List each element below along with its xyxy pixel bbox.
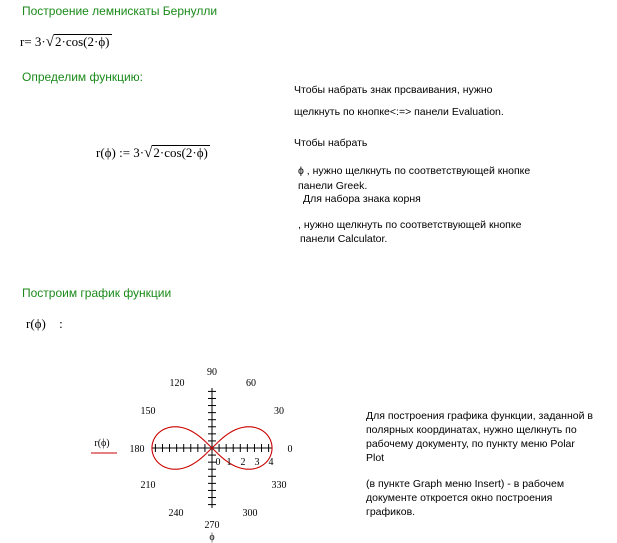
radial-tick-label-1: 1: [226, 457, 232, 468]
definition-radicand: 2·cos(2·ϕ): [153, 145, 208, 160]
angle-label-180: 180: [129, 444, 145, 455]
assign-operator: :=: [119, 145, 131, 160]
section-plot-function: Построим график функции: [22, 286, 172, 300]
angle-label-30: 30: [274, 406, 284, 417]
angle-label-150: 150: [140, 406, 156, 417]
note-assign-1: Чтобы набрать знак прсваивания, нужно: [294, 84, 493, 96]
angle-label-270: 270: [204, 520, 220, 531]
angle-label-120: 120: [169, 378, 185, 389]
legend-label: r(ϕ): [94, 438, 110, 449]
angle-label-330: 330: [271, 480, 287, 491]
note-root-2: , нужно щелкнуть по соответствующей кнопке: [298, 219, 522, 231]
angle-label-90: 90: [207, 367, 217, 378]
note-polar-5: (в пункте Graph меню Insert) - в рабочем: [366, 478, 565, 490]
radical-sign-icon: √: [144, 145, 153, 161]
note-polar-2: полярных координатах, нужно щелкнуть по: [366, 424, 577, 436]
evaluate-lhs: r(ϕ): [26, 316, 46, 331]
note-greek-1: Чтобы набрать: [294, 137, 368, 149]
section-title: Построение лемнискаты Бернулли: [22, 4, 218, 18]
formula-lhs: r=: [20, 34, 32, 49]
angle-label-210: 210: [140, 480, 156, 491]
angle-axis-label: ϕ: [209, 532, 215, 543]
evaluate-operator: :: [59, 316, 63, 331]
note-root-1: Для набора знака корня: [303, 193, 421, 205]
formula-coefficient: 3·: [34, 34, 46, 49]
radical-sign-icon: √: [45, 34, 54, 50]
note-polar-1: Для построения графика функции, заданной в: [366, 410, 593, 422]
radial-tick-label-3: 3: [254, 457, 260, 468]
radial-tick-label-0: 0: [215, 457, 221, 468]
radial-tick-label-2: 2: [240, 457, 246, 468]
note-greek-2: ϕ , нужно щелкнуть по соответствующей кнопке: [298, 165, 531, 177]
definition-lhs: r(ϕ): [96, 145, 116, 160]
radial-tick-label-4: 4: [268, 457, 274, 468]
section-define-function: Определим функцию:: [22, 70, 144, 84]
definition-coefficient: 3·: [133, 145, 145, 160]
angle-label-240: 240: [168, 508, 184, 519]
note-assign-2: щелкнуть по кнопке<:=> панели Evaluation.: [294, 106, 504, 118]
angle-label-60: 60: [246, 378, 256, 389]
formula-radicand: 2·cos(2·ϕ): [55, 34, 110, 49]
angle-label-0: 0: [287, 444, 293, 455]
angle-label-300: 300: [242, 508, 258, 519]
note-polar-3: рабочему документу, по пункту меню Polar: [366, 438, 575, 450]
note-polar-7: графиков.: [366, 506, 416, 518]
note-root-3: панели Calculator.: [300, 233, 388, 245]
note-greek-3: панели Greek.: [298, 180, 368, 192]
note-polar-4: Plot: [366, 452, 385, 464]
note-polar-6: документе откроется окно построения: [366, 492, 553, 504]
